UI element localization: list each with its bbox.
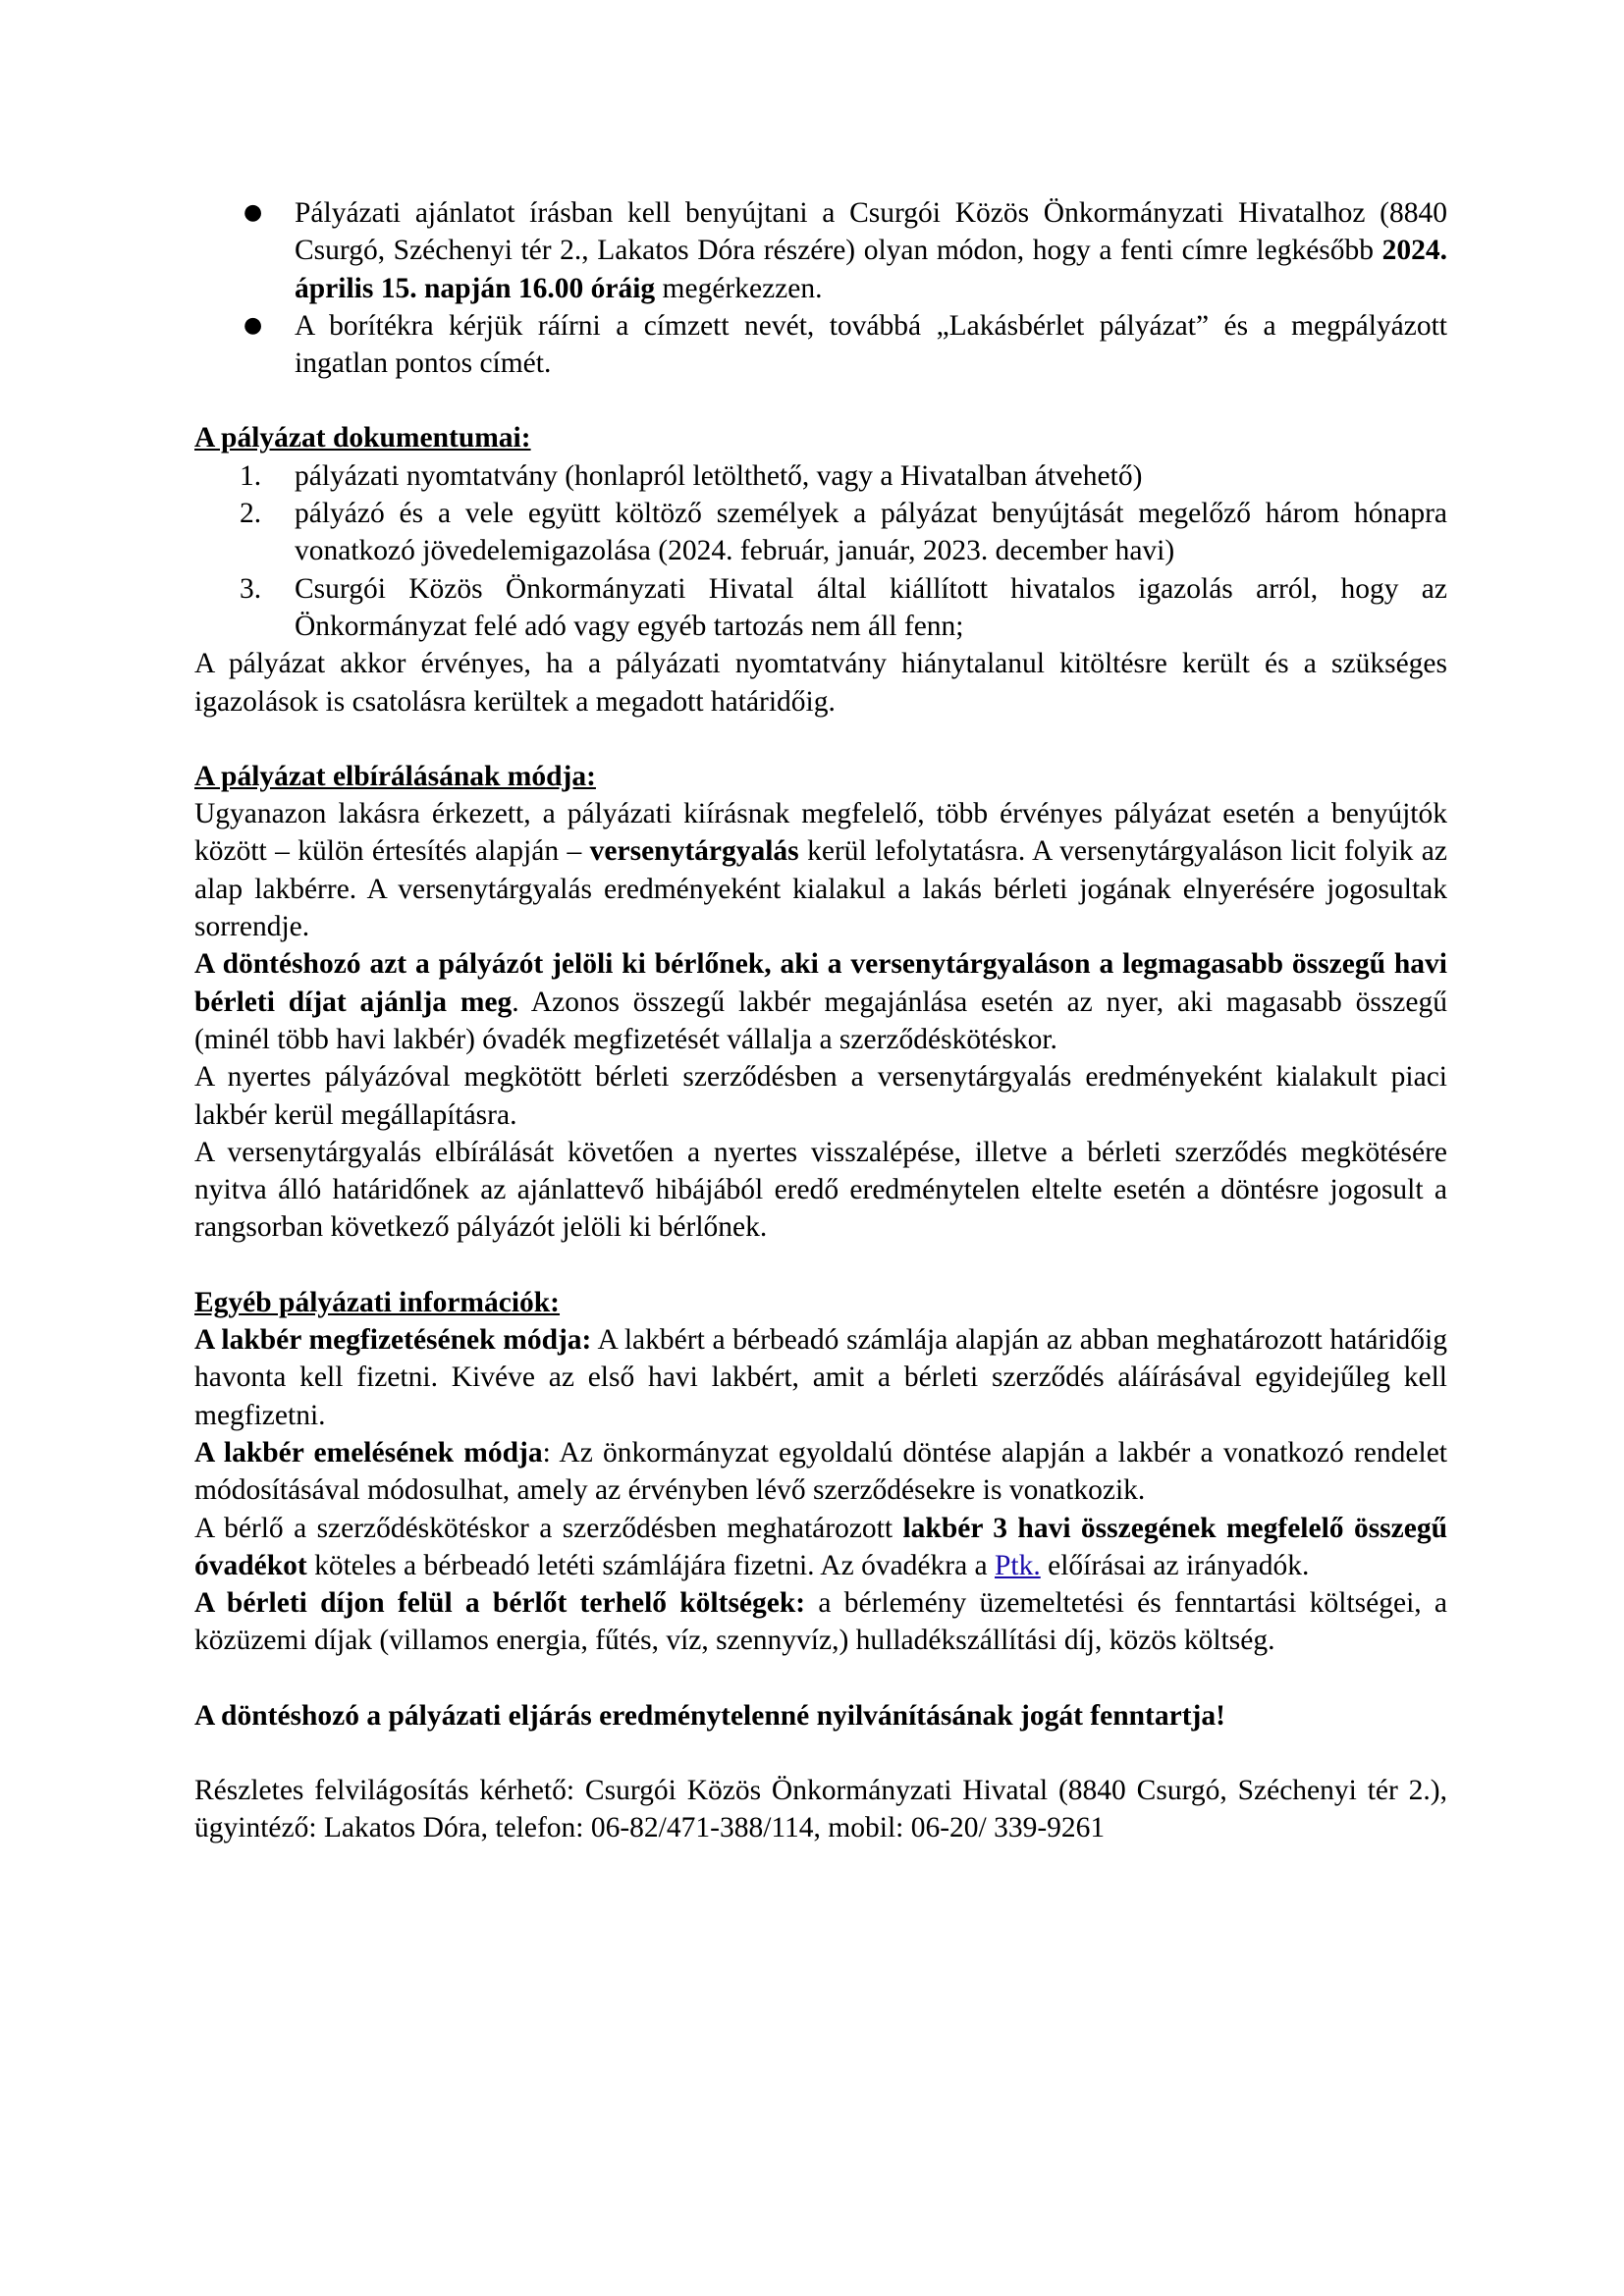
extra-costs-paragraph: A bérleti díjon felül a bérlőt terhelő költségek: a bérlemény üzemeltetési és fenntartási költségei, a közüzemi díjak (villamos energia, fűtés, víz, szennyvíz,) hulladékszállítási díj, közös költség. — [194, 1587, 1447, 1657]
contact-paragraph: Részletes felvilágosítás kérhető: Csurgói Közös Önkormányzati Hivatal (8840 Csurgó, Széchenyi tér 2.), ügyintéző: Lakatos Dóra, telefon: 06-82/471-388/114, mobil: 06-20/ 339-9261 — [194, 1774, 1447, 1844]
submission-list — [194, 194, 1447, 382]
documents-heading: A pályázat dokumentumai: — [194, 422, 531, 454]
list-item: 2. pályázó és a vele együtt költöző személyek a pályázat benyújtását megelőző három hónapra vonatkozó jövedelemigazolása (2024. február, január, 2023. december havi) — [240, 498, 1447, 567]
deadline-text: 2024. április 15. napján 16.00 óráig — [295, 235, 1447, 304]
evaluation-paragraph-1: Ugyanazon lakásra érkezett, a pályázati kiírásnak megfelelő, több érvényes pályázat esetén a benyújtók között – külön értesítés alapján – versenytárgyalás kerül lefolytatásra. A versenytárgyaláson licit folyik az alap lakbérre. A versenytárgyalás eredményeként kialakul a lakás bérleti jogának elnyerésére jogosultak sorrendje. — [194, 798, 1447, 943]
other-info-heading: Egyéb pályázati információk: — [194, 1286, 561, 1318]
document-page — [194, 194, 1447, 1847]
bullet-icon: ● — [244, 200, 263, 225]
evaluation-heading: A pályázat elbírálásának módja: — [194, 760, 596, 792]
documents-list — [194, 457, 1447, 645]
validity-paragraph: A pályázat akkor érvényes, ha a pályázati nyomtatvány hiánytalanul kitöltésre került és a szükséges igazolások is csatolásra kerültek a megadott határidőig. — [194, 648, 1447, 718]
bullet-envelope-instructions: ● A borítékra kérjük ráírni a címzett nevét, továbbá „Lakásbérlet pályázat” és a megpályázott ingatlan pontos címét. — [194, 307, 1447, 383]
deposit-paragraph: A bérlő a szerződéskötéskor a szerződésben meghatározott lakbér 3 havi összegének megfelelő összegű óvadékot köteles a bérbeadó letéti számlájára fizetni. Az óvadékra a Ptk. előírásai az irányadók. — [194, 1512, 1447, 1581]
list-item: 3. Csurgói Közös Önkormányzati Hivatal által kiállított hivatalos igazolás arról, hogy az Önkormányzat felé adó vagy egyéb tartozás nem áll fenn; — [240, 572, 1447, 642]
evaluation-paragraph-4: A versenytárgyalás elbírálását követően a nyertes visszalépése, illetve a bérleti szerződés megkötésére nyitva álló határidőnek az ajánlattevő hibájából eredő eredménytelen eltelte esetén a döntésre jogosult a rangsorban következő pályázót jelöli ki bérlőnek. — [194, 1136, 1447, 1244]
bullet-submission-deadline: ● Pályázati ajánlatot írásban kell benyújtani a Csurgói Közös Önkormányzati Hivatalhoz (8840 Csurgó, Széchenyi tér 2., Lakatos Dóra részére) olyan módon, hogy a fenti címre legkésőbb 2024. április 15. napján 16.00 óráig megérkezzen. — [194, 194, 1447, 307]
list-item: 1. pályázati nyomtatvány (honlapról letölthető, vagy a Hivatalban átvehető) — [240, 459, 1143, 492]
rent-payment-paragraph: A lakbér megfizetésének módja: A lakbért a bérbeadó számlája alapján az abban meghatározott határidőig havonta kell fizetni. Kivéve az első havi lakbért, amit a bérleti szerződés aláírásával egyidejűleg kell megfizetni. — [194, 1324, 1447, 1431]
ptk-link[interactable]: Ptk. — [995, 1549, 1041, 1581]
rent-increase-paragraph: A lakbér emelésének módja: Az önkormányzat egyoldalú döntése alapján a lakbér a vonatkozó rendelet módosításával módosulhat, amely az érvényben lévő szerződésekre is vonatkozik. — [194, 1436, 1447, 1507]
evaluation-paragraph-2: A döntéshozó azt a pályázót jelöli ki bérlőnek, aki a versenytárgyaláson a legmagasabb összegű havi bérleti díjat ajánlja meg. Azonos összegű lakbér megajánlása esetén az nyer, aki magasabb összegű (minél több havi lakbér) óvadék megfizetését vállalja a szerződéskötéskor. — [194, 948, 1447, 1055]
evaluation-paragraph-3: A nyertes pályázóval megkötött bérleti szerződésben a versenytárgyalás eredményeként kialakult piaci lakbér kerül megállapításra. — [194, 1061, 1447, 1131]
final-note: A döntéshozó a pályázati eljárás eredménytelenné nyilvánításának jogát fenntartja! — [194, 1699, 1225, 1732]
bullet-icon: ● — [244, 312, 263, 338]
